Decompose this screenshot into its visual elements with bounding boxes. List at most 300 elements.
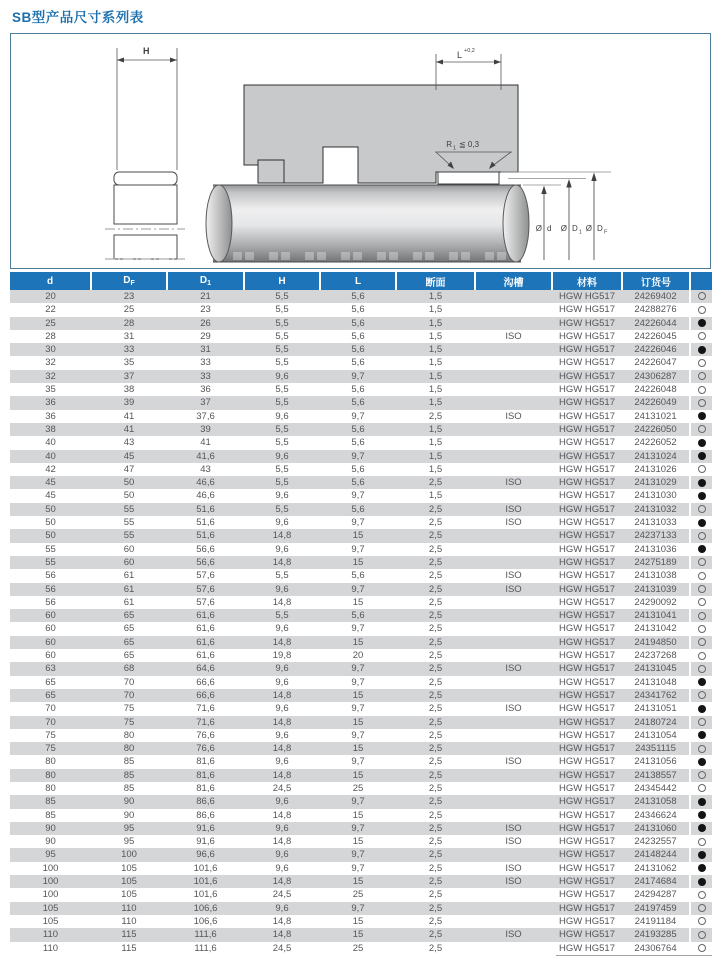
table-cell: 65 (10, 676, 91, 689)
table-cell: 9,6 (244, 862, 320, 875)
stock-indicator-cell (690, 676, 712, 689)
table-cell: HGW HG517 (552, 822, 622, 835)
table-cell: 9,6 (244, 370, 320, 383)
hollow-circle-icon (698, 612, 706, 620)
stock-indicator-cell (690, 356, 712, 369)
table-cell: 24131033 (622, 516, 690, 529)
table-cell: 9,6 (244, 822, 320, 835)
table-cell: 24148244 (622, 848, 690, 861)
seal-installation-drawing (11, 34, 710, 268)
table-cell: 2,5 (396, 622, 475, 635)
table-cell: 24226046 (622, 343, 690, 356)
table-cell: 2,5 (396, 902, 475, 915)
table-cell: 64,6 (167, 662, 244, 675)
filled-circle-icon (698, 412, 706, 420)
table-row (10, 370, 712, 383)
table-cell (475, 596, 552, 609)
table-cell: 15 (320, 915, 396, 928)
table-cell: 111,6 (167, 928, 244, 941)
table-cell: 51,6 (167, 516, 244, 529)
table-cell (475, 809, 552, 822)
table-cell (475, 716, 552, 729)
dia-symbol-df: Ø (585, 224, 592, 233)
table-cell: 24131051 (622, 702, 690, 715)
hollow-circle-icon (698, 425, 706, 433)
table-cell: 90 (10, 822, 91, 835)
hollow-circle-icon (698, 652, 706, 660)
stock-indicator-cell (690, 556, 712, 569)
stock-indicator-cell (690, 822, 712, 835)
table-cell: 5,6 (320, 609, 396, 622)
table-cell: ISO (475, 702, 552, 715)
table-cell: 38 (91, 383, 167, 396)
table-row (10, 795, 712, 808)
table-cell: 24341762 (622, 689, 690, 702)
table-cell: 2,5 (396, 410, 475, 423)
hollow-circle-icon (698, 585, 706, 593)
table-cell: 5,6 (320, 303, 396, 316)
table-cell: 24131048 (622, 676, 690, 689)
table-cell: 9,6 (244, 450, 320, 463)
table-cell: 23 (167, 303, 244, 316)
table-cell: 1,5 (396, 330, 475, 343)
table-row (10, 396, 712, 409)
table-cell: 24131054 (622, 729, 690, 742)
table-row (10, 875, 712, 888)
table-cell: 61,6 (167, 609, 244, 622)
table-cell (475, 636, 552, 649)
table-cell: HGW HG517 (552, 769, 622, 782)
table-cell: 75 (10, 729, 91, 742)
table-cell: 115 (91, 942, 167, 955)
table-cell: 63 (10, 662, 91, 675)
table-cell: 47 (91, 463, 167, 476)
table-cell: 100 (10, 862, 91, 875)
table-cell: 9,7 (320, 676, 396, 689)
stock-indicator-cell (690, 662, 712, 675)
table-cell: HGW HG517 (552, 689, 622, 702)
table-cell: 24,5 (244, 888, 320, 901)
table-cell: 105 (10, 915, 91, 928)
table-row (10, 928, 712, 941)
table-cell: 5,6 (320, 436, 396, 449)
table-cell: 42 (10, 463, 91, 476)
table-cell: 1,5 (396, 343, 475, 356)
table-cell: 9,7 (320, 795, 396, 808)
table-cell: 24226047 (622, 356, 690, 369)
table-cell: ISO (475, 330, 552, 343)
table-cell: 1,5 (396, 396, 475, 409)
hollow-circle-icon (698, 944, 706, 952)
table-cell: 60 (91, 556, 167, 569)
table-cell: 2,5 (396, 848, 475, 861)
table-cell (475, 689, 552, 702)
table-cell: 2,5 (396, 729, 475, 742)
table-cell: 39 (91, 396, 167, 409)
table-cell: 1,5 (396, 370, 475, 383)
table-cell (475, 848, 552, 861)
table-row (10, 529, 712, 542)
hollow-circle-icon (698, 306, 706, 314)
table-cell: 9,7 (320, 702, 396, 715)
stock-indicator-cell (690, 609, 712, 622)
dim-arrow-left-icon (117, 58, 124, 63)
table-cell: 61,6 (167, 622, 244, 635)
stock-indicator-cell (690, 795, 712, 808)
table-row (10, 716, 712, 729)
table-cell: 55 (10, 543, 91, 556)
table-cell: 9,7 (320, 755, 396, 768)
table-cell: 21 (167, 290, 244, 303)
table-cell: 43 (91, 436, 167, 449)
hollow-circle-icon (698, 784, 706, 792)
table-cell: HGW HG517 (552, 556, 622, 569)
table-cell: HGW HG517 (552, 583, 622, 596)
table-cell: 24131032 (622, 503, 690, 516)
table-cell: 14,8 (244, 716, 320, 729)
table-row (10, 769, 712, 782)
table-cell: 2,5 (396, 875, 475, 888)
table-cell (475, 902, 552, 915)
table-cell: 5,6 (320, 290, 396, 303)
table-cell: 5,6 (320, 396, 396, 409)
table-cell: 50 (91, 476, 167, 489)
table-row (10, 476, 712, 489)
table-cell: 57,6 (167, 569, 244, 582)
table-row (10, 782, 712, 795)
table-cell: 24237268 (622, 649, 690, 662)
table-cell (475, 356, 552, 369)
table-row (10, 662, 712, 675)
table-cell: 2,5 (396, 702, 475, 715)
table-cell: 2,5 (396, 782, 475, 795)
stock-indicator-cell (690, 463, 712, 476)
table-cell: 2,5 (396, 795, 475, 808)
filled-circle-icon (698, 346, 706, 354)
table-cell: 66,6 (167, 689, 244, 702)
table-cell: 31 (167, 343, 244, 356)
table-row (10, 755, 712, 768)
table-cell: HGW HG517 (552, 370, 622, 383)
table-cell: 71,6 (167, 716, 244, 729)
stock-indicator-cell (690, 862, 712, 875)
stock-indicator-cell (690, 716, 712, 729)
table-cell: HGW HG517 (552, 503, 622, 516)
table-cell: 60 (10, 609, 91, 622)
column-header: $D_1$ (167, 272, 244, 290)
table-cell (475, 290, 552, 303)
table-cell: 41,6 (167, 450, 244, 463)
table-cell: 95 (91, 822, 167, 835)
table-cell: 9,6 (244, 543, 320, 556)
table-cell: 5,5 (244, 383, 320, 396)
table-cell: 2,5 (396, 636, 475, 649)
table-cell: HGW HG517 (552, 795, 622, 808)
table-cell: 28 (91, 317, 167, 330)
table-cell: HGW HG517 (552, 875, 622, 888)
filled-circle-icon (698, 479, 706, 487)
table-cell: 56 (10, 596, 91, 609)
stock-indicator-cell (690, 476, 712, 489)
table-cell: 91,6 (167, 822, 244, 835)
table-row (10, 609, 712, 622)
table-cell: 14,8 (244, 529, 320, 542)
table-cell: 70 (91, 689, 167, 702)
table-header-row (10, 272, 712, 290)
table-cell: 14,8 (244, 915, 320, 928)
table-cell: 100 (10, 875, 91, 888)
table-cell (475, 649, 552, 662)
table-cell: 37,6 (167, 410, 244, 423)
table-cell: HGW HG517 (552, 356, 622, 369)
table-cell: 95 (91, 835, 167, 848)
table-cell: 66,6 (167, 676, 244, 689)
stock-indicator-cell (690, 410, 712, 423)
table-cell (475, 795, 552, 808)
column-header: 断面 (396, 272, 475, 290)
table-cell: HGW HG517 (552, 755, 622, 768)
table-row (10, 822, 712, 835)
column-header: 沟槽 (475, 272, 552, 290)
table-cell: 60 (91, 543, 167, 556)
table-cell: 9,6 (244, 410, 320, 423)
table-row (10, 809, 712, 822)
table-cell: 50 (91, 489, 167, 502)
table-cell: 24226044 (622, 317, 690, 330)
radius-note-base: R (446, 140, 452, 149)
table-cell: 85 (91, 755, 167, 768)
table-cell: ISO (475, 476, 552, 489)
table-cell: 106,6 (167, 902, 244, 915)
table-cell: 24351115 (622, 742, 690, 755)
table-cell: 85 (10, 809, 91, 822)
table-cell: 81,6 (167, 769, 244, 782)
table-cell: 76,6 (167, 742, 244, 755)
table-cell: 81,6 (167, 755, 244, 768)
table-cell: 90 (91, 795, 167, 808)
table-cell: 50 (10, 503, 91, 516)
hollow-circle-icon (698, 718, 706, 726)
table-cell: 24131062 (622, 862, 690, 875)
table-cell: 5,6 (320, 423, 396, 436)
hollow-circle-icon (698, 917, 706, 925)
table-cell: 2,5 (396, 862, 475, 875)
table-cell: 50 (10, 529, 91, 542)
filled-circle-icon (698, 519, 706, 527)
table-cell (475, 622, 552, 635)
table-cell: 5,6 (320, 476, 396, 489)
hollow-circle-icon (698, 638, 706, 646)
table-cell: 9,6 (244, 702, 320, 715)
table-cell: 35 (91, 356, 167, 369)
stock-indicator-cell (690, 902, 712, 915)
table-row (10, 676, 712, 689)
table-cell: 5,5 (244, 303, 320, 316)
dia-groove-sub: 1 (579, 229, 583, 236)
table-cell (475, 370, 552, 383)
size-table-wrapper (10, 272, 712, 955)
stock-indicator-cell (690, 330, 712, 343)
table-row (10, 303, 712, 316)
table-cell: 24131058 (622, 795, 690, 808)
table-cell: 2,5 (396, 476, 475, 489)
table-cell: 105 (91, 862, 167, 875)
stock-indicator-cell (690, 835, 712, 848)
filled-circle-icon (698, 545, 706, 553)
shaft-end-left (206, 185, 232, 262)
table-cell: HGW HG517 (552, 330, 622, 343)
table-cell: 36 (10, 410, 91, 423)
table-row (10, 463, 712, 476)
table-cell: 24131056 (622, 755, 690, 768)
table-row (10, 742, 712, 755)
table-cell: 9,6 (244, 848, 320, 861)
stock-indicator-cell (690, 875, 712, 888)
table-cell: 80 (10, 782, 91, 795)
table-row (10, 915, 712, 928)
table-cell: 15 (320, 875, 396, 888)
table-cell: HGW HG517 (552, 489, 622, 502)
table-cell: 40 (10, 450, 91, 463)
housing (244, 85, 518, 184)
table-cell: 2,5 (396, 809, 475, 822)
hollow-circle-icon (698, 904, 706, 912)
table-cell: 56 (10, 583, 91, 596)
table-cell: HGW HG517 (552, 423, 622, 436)
table-cell: 70 (10, 716, 91, 729)
table-cell: 9,6 (244, 583, 320, 596)
column-header: 订货号 (622, 272, 690, 290)
table-row (10, 436, 712, 449)
table-cell: 5,5 (244, 476, 320, 489)
table-cell: 85 (10, 795, 91, 808)
stock-indicator-cell (690, 809, 712, 822)
stock-indicator-cell (690, 702, 712, 715)
table-cell: 60 (10, 622, 91, 635)
table-cell: HGW HG517 (552, 290, 622, 303)
table-cell: 9,6 (244, 516, 320, 529)
table-cell: 46,6 (167, 476, 244, 489)
table-cell: 90 (10, 835, 91, 848)
table-row (10, 317, 712, 330)
table-cell: 65 (91, 622, 167, 635)
table-row (10, 583, 712, 596)
table-cell: 55 (10, 556, 91, 569)
table-cell: 45 (10, 476, 91, 489)
table-cell: 95 (10, 848, 91, 861)
table-cell: 30 (10, 343, 91, 356)
stock-indicator-cell (690, 317, 712, 330)
table-cell: 1,5 (396, 436, 475, 449)
table-cell: 24131042 (622, 622, 690, 635)
stock-indicator-cell (690, 622, 712, 635)
table-cell: 25 (10, 317, 91, 330)
table-cell: 25 (320, 888, 396, 901)
table-cell (475, 423, 552, 436)
stock-indicator-cell (690, 928, 712, 941)
table-cell: 80 (10, 755, 91, 768)
hollow-circle-icon (698, 838, 706, 846)
table-row (10, 343, 712, 356)
table-cell: 80 (91, 742, 167, 755)
table-cell: HGW HG517 (552, 782, 622, 795)
table-cell: 24294287 (622, 888, 690, 901)
table-cell: HGW HG517 (552, 662, 622, 675)
table-cell: 5,5 (244, 317, 320, 330)
stock-indicator-cell (690, 583, 712, 596)
table-cell: 31 (91, 330, 167, 343)
stock-indicator-cell (690, 290, 712, 303)
table-cell: 2,5 (396, 543, 475, 556)
table-cell: 45 (10, 489, 91, 502)
dia-flange-sub: F (604, 229, 608, 236)
dimension-l-label: L (457, 50, 463, 60)
table-cell: HGW HG517 (552, 636, 622, 649)
filled-circle-icon (698, 864, 706, 872)
table-cell: 32 (10, 356, 91, 369)
diameter-arrows (541, 173, 596, 261)
table-cell: 61 (91, 583, 167, 596)
hollow-circle-icon (698, 372, 706, 380)
table-cell: 24193285 (622, 928, 690, 941)
table-cell: 9,7 (320, 583, 396, 596)
table-cell: 2,5 (396, 649, 475, 662)
table-row (10, 729, 712, 742)
table-row (10, 622, 712, 635)
stock-indicator-cell (690, 450, 712, 463)
filled-circle-icon (698, 878, 706, 886)
table-cell: 24306764 (622, 942, 690, 955)
table-row (10, 290, 712, 303)
stock-indicator-cell (690, 436, 712, 449)
table-cell: 51,6 (167, 503, 244, 516)
table-cell: 5,5 (244, 423, 320, 436)
table-cell: 5,6 (320, 356, 396, 369)
table-cell: 55 (91, 516, 167, 529)
table-cell: 115 (91, 928, 167, 941)
table-cell: 9,7 (320, 543, 396, 556)
table-cell: HGW HG517 (552, 622, 622, 635)
table-cell: 110 (91, 915, 167, 928)
table-cell: 110 (10, 928, 91, 941)
table-cell: HGW HG517 (552, 463, 622, 476)
dia-shaft-label: d (547, 224, 552, 233)
filled-circle-icon (698, 705, 706, 713)
table-cell: 101,6 (167, 875, 244, 888)
table-cell: 24226048 (622, 383, 690, 396)
table-cell: 43 (167, 463, 244, 476)
table-cell: 33 (167, 356, 244, 369)
table-cell: 24226045 (622, 330, 690, 343)
table-row (10, 410, 712, 423)
table-cell: 24131038 (622, 569, 690, 582)
table-cell: 110 (91, 902, 167, 915)
table-cell: 90 (91, 809, 167, 822)
stock-indicator-cell (690, 742, 712, 755)
table-cell (475, 543, 552, 556)
table-cell: 9,6 (244, 622, 320, 635)
table-cell: 25 (320, 942, 396, 955)
table-cell: ISO (475, 569, 552, 582)
table-cell: HGW HG517 (552, 835, 622, 848)
table-cell: ISO (475, 583, 552, 596)
table-cell: 5,5 (244, 356, 320, 369)
stock-indicator-cell (690, 888, 712, 901)
table-cell: 24226052 (622, 436, 690, 449)
table-cell: 5,5 (244, 569, 320, 582)
table-cell: ISO (475, 822, 552, 835)
table-cell: HGW HG517 (552, 809, 622, 822)
